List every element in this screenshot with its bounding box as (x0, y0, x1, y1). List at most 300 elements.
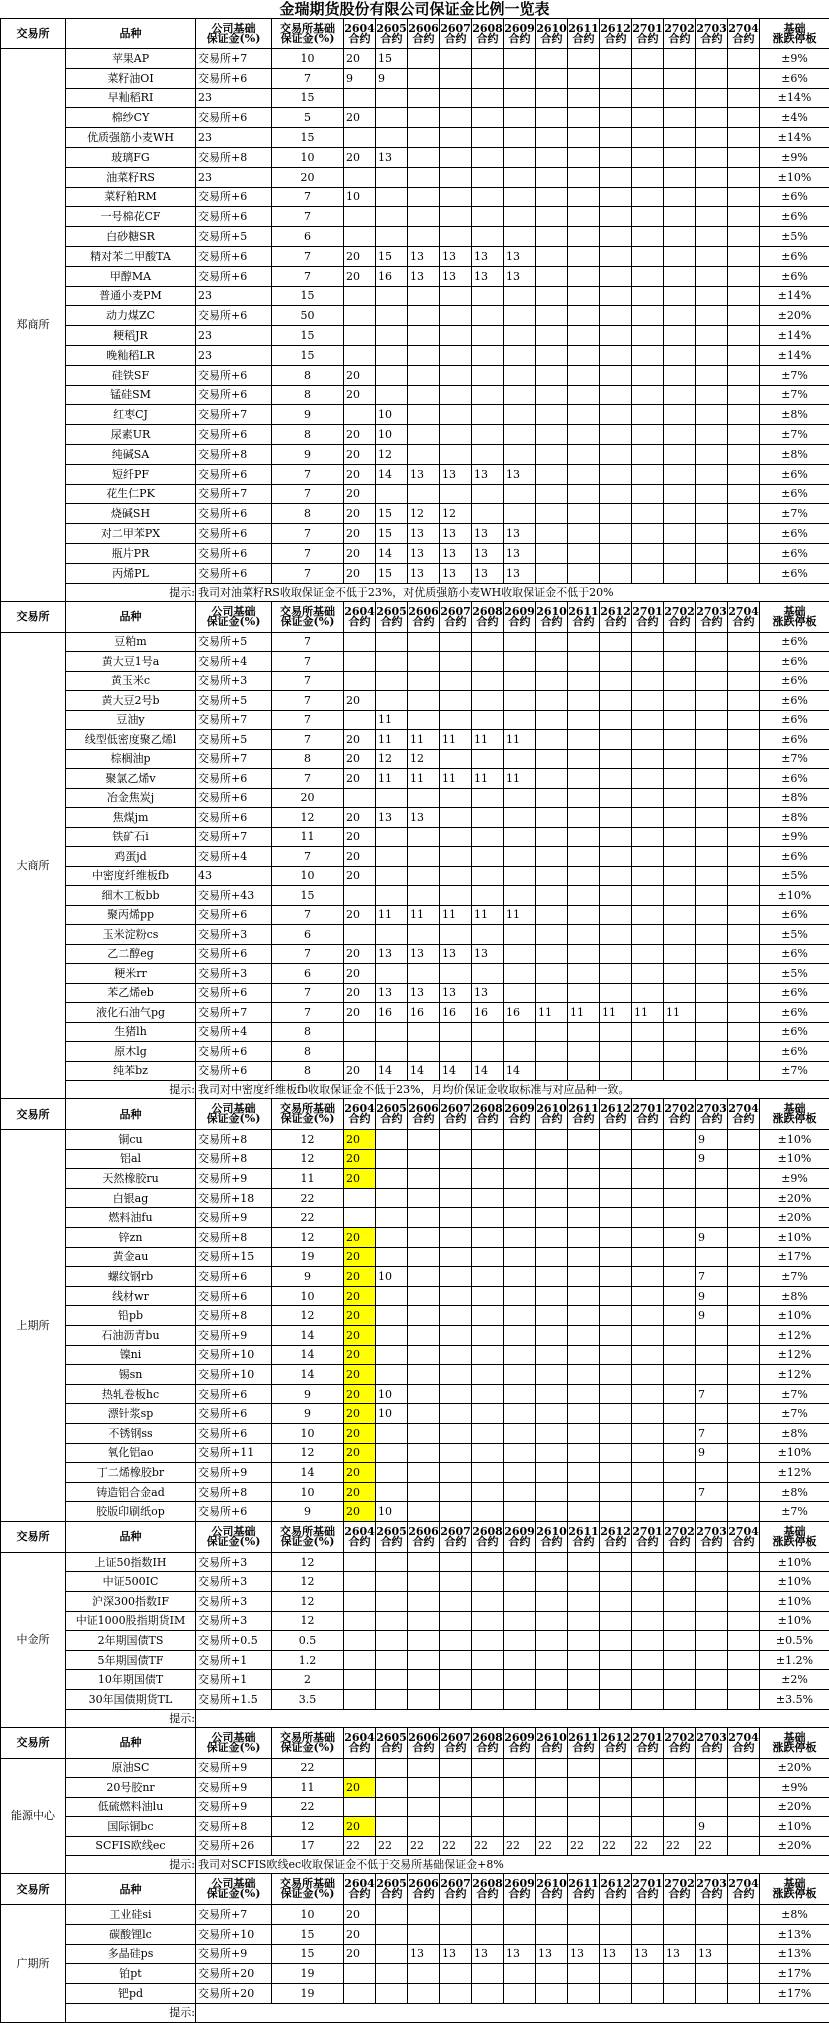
contract-value (728, 944, 760, 964)
header-contract-2612: 2612 合约 (600, 1727, 632, 1758)
header-contract-2606: 2606 合约 (408, 1727, 440, 1758)
contract-value (568, 543, 600, 563)
variety-name: 豆粕m (66, 632, 196, 652)
contract-value (696, 1247, 728, 1267)
contract-value (440, 1306, 472, 1326)
contract-value: 11 (440, 905, 472, 925)
contract-value (600, 1169, 632, 1189)
contract-value (376, 108, 408, 128)
contract-value (440, 1572, 472, 1592)
contract-value (728, 1797, 760, 1817)
contract-value: 13 (440, 944, 472, 964)
company-margin: 交易所+6 (196, 246, 272, 266)
contract-value (664, 1463, 696, 1483)
contract-value (728, 444, 760, 464)
table-row (1, 788, 829, 808)
contract-value (504, 827, 536, 847)
contract-value: 20 (344, 769, 376, 789)
contract-value (536, 1325, 568, 1345)
contract-value (344, 1022, 376, 1042)
exchange-margin: 15 (272, 326, 344, 346)
contract-value (728, 1817, 760, 1837)
contract-value (632, 944, 664, 964)
contract-value (408, 866, 440, 886)
page-title: 金瑞期货股份有限公司保证金比例一览表 (0, 0, 829, 18)
exchange-margin: 17 (272, 1836, 344, 1856)
variety-name: 棉纱CY (66, 108, 196, 128)
contract-value (664, 1149, 696, 1169)
contract-value (664, 1778, 696, 1798)
contract-value (408, 1149, 440, 1169)
contract-value: 20 (344, 1286, 376, 1306)
contract-value (600, 632, 632, 652)
contract-value (568, 207, 600, 227)
contract-value (504, 652, 536, 672)
contract-value (664, 983, 696, 1003)
contract-value (600, 671, 632, 691)
contract-value (472, 1463, 504, 1483)
contract-value (408, 1169, 440, 1189)
contract-value (376, 671, 408, 691)
contract-value (600, 425, 632, 445)
contract-value: 20 (344, 504, 376, 524)
contract-value: 13 (504, 524, 536, 544)
contract-value (472, 1482, 504, 1502)
contract-value (600, 983, 632, 1003)
contract-value (696, 1905, 728, 1925)
contract-value (472, 1502, 504, 1522)
variety-name: 菜籽油OI (66, 68, 196, 88)
contract-value (504, 108, 536, 128)
contract-value (696, 187, 728, 207)
contract-value (472, 1325, 504, 1345)
table-row (1, 444, 829, 464)
contract-value (568, 1169, 600, 1189)
contract-value: 13 (376, 147, 408, 167)
contract-value (696, 652, 728, 672)
header-contract-2703: 2703 合约 (696, 1099, 728, 1130)
contract-value (568, 652, 600, 672)
contract-value (568, 128, 600, 148)
contract-value (600, 847, 632, 867)
tip-row (1, 1081, 829, 1099)
contract-value: 11 (376, 769, 408, 789)
contract-value (440, 964, 472, 984)
header-contract-2605: 2605 合约 (376, 1521, 408, 1552)
header-company-margin: 公司基础 保证金(%) (196, 601, 272, 632)
contract-value (408, 1502, 440, 1522)
contract-value: 22 (696, 1836, 728, 1856)
contract-value (696, 1964, 728, 1984)
exchange-margin: 9 (272, 405, 344, 425)
variety-name: 聚丙烯pp (66, 905, 196, 925)
contract-value: 22 (440, 1836, 472, 1856)
contract-value: 13 (408, 246, 440, 266)
table-row (1, 1944, 829, 1964)
contract-value (696, 1188, 728, 1208)
contract-value (728, 1149, 760, 1169)
contract-value: 10 (376, 405, 408, 425)
exchange-margin: 15 (272, 886, 344, 906)
contract-value (728, 1482, 760, 1502)
contract-value (696, 1022, 728, 1042)
contract-value: 20 (344, 543, 376, 563)
variety-name: 铂pt (66, 1964, 196, 1984)
contract-value (600, 543, 632, 563)
contract-value (600, 1463, 632, 1483)
contract-value (472, 167, 504, 187)
contract-value (440, 671, 472, 691)
contract-value (408, 1611, 440, 1631)
contract-value: 7 (696, 1482, 728, 1502)
exchange-margin: 14 (272, 1463, 344, 1483)
contract-value (696, 1797, 728, 1817)
exchange-margin: 11 (272, 1169, 344, 1189)
contract-value (696, 246, 728, 266)
contract-value: 13 (504, 563, 536, 583)
header-contract-2610: 2610 合约 (536, 19, 568, 49)
contract-value (696, 68, 728, 88)
contract-value: 14 (376, 543, 408, 563)
contract-value (728, 306, 760, 326)
variety-name: 聚氯乙烯v (66, 769, 196, 789)
contract-value: 20 (344, 1003, 376, 1023)
contract-value (728, 1944, 760, 1964)
header-exchange: 交易所 (1, 1727, 66, 1758)
contract-value (408, 1365, 440, 1385)
contract-value: 13 (408, 944, 440, 964)
contract-value (536, 1670, 568, 1690)
company-margin: 交易所+8 (196, 1130, 272, 1150)
table-row (1, 187, 829, 207)
contract-value (472, 286, 504, 306)
contract-value (504, 484, 536, 504)
contract-value (376, 691, 408, 711)
table-row (1, 1384, 829, 1404)
contract-value: 16 (472, 1003, 504, 1023)
header-contract-2703: 2703 合约 (696, 601, 728, 632)
company-margin: 交易所+6 (196, 944, 272, 964)
price-limit: ±10% (760, 1552, 829, 1572)
company-margin: 交易所+1 (196, 1650, 272, 1670)
contract-value (536, 632, 568, 652)
variety-name: 铸造铝合金ad (66, 1482, 196, 1502)
contract-value (664, 1611, 696, 1631)
header-contract-2604: 2604 合约 (344, 1727, 376, 1758)
contract-value: 9 (376, 68, 408, 88)
header-contract-2604: 2604 合约 (344, 19, 376, 49)
table-row (1, 1404, 829, 1424)
table-row (1, 464, 829, 484)
contract-value (408, 1758, 440, 1778)
section-header-row (1, 1727, 829, 1758)
contract-value (568, 1042, 600, 1062)
contract-value (376, 886, 408, 906)
contract-value (664, 187, 696, 207)
contract-value (664, 1042, 696, 1062)
contract-value (440, 484, 472, 504)
contract-value (440, 632, 472, 652)
table-row (1, 944, 829, 964)
contract-value: 13 (472, 1944, 504, 1964)
exchange-margin: 22 (272, 1758, 344, 1778)
exchange-margin: 12 (272, 1306, 344, 1326)
contract-value (440, 847, 472, 867)
header-contract-2605: 2605 合约 (376, 19, 408, 49)
contract-value: 22 (664, 1836, 696, 1856)
contract-value (408, 365, 440, 385)
price-limit: ±6% (760, 563, 829, 583)
contract-value (408, 652, 440, 672)
price-limit: ±6% (760, 484, 829, 504)
contract-value (632, 1404, 664, 1424)
header-contract-2702: 2702 合约 (664, 19, 696, 49)
table-row (1, 1022, 829, 1042)
contract-value (472, 691, 504, 711)
tip-text: 我司对SCFIS欧线ec收取保证金不低于交易所基础保证金+8% (196, 1856, 829, 1874)
contract-value (632, 1306, 664, 1326)
contract-value (376, 1983, 408, 2003)
contract-value (504, 808, 536, 828)
contract-value (728, 1208, 760, 1228)
tip-label: 提示: (66, 583, 196, 601)
contract-value (632, 266, 664, 286)
contract-value (504, 1306, 536, 1326)
contract-value (408, 1130, 440, 1150)
contract-value (696, 944, 728, 964)
contract-value: 13 (632, 1944, 664, 1964)
contract-value (376, 484, 408, 504)
contract-value: 20 (344, 1169, 376, 1189)
contract-value (632, 1502, 664, 1522)
table-row (1, 425, 829, 445)
variety-name: 线材wr (66, 1286, 196, 1306)
contract-value (568, 769, 600, 789)
contract-value (504, 207, 536, 227)
exchange-margin: 14 (272, 1365, 344, 1385)
contract-value (664, 964, 696, 984)
contract-value (632, 1572, 664, 1592)
contract-value (664, 886, 696, 906)
contract-value (504, 1502, 536, 1522)
company-margin: 23 (196, 128, 272, 148)
contract-value (600, 88, 632, 108)
contract-value: 16 (504, 1003, 536, 1023)
contract-value (472, 444, 504, 464)
contract-value (728, 1964, 760, 1984)
contract-value (632, 167, 664, 187)
contract-value (664, 847, 696, 867)
price-limit: ±8% (760, 1905, 829, 1925)
contract-value (600, 1423, 632, 1443)
contract-value (728, 227, 760, 247)
contract-value (728, 286, 760, 306)
contract-value (504, 1423, 536, 1443)
price-limit: ±14% (760, 326, 829, 346)
table-row (1, 1482, 829, 1502)
contract-value (728, 964, 760, 984)
table-row (1, 1365, 829, 1385)
contract-value (664, 1482, 696, 1502)
contract-value (472, 886, 504, 906)
contract-value (696, 1631, 728, 1651)
contract-value (728, 1267, 760, 1287)
exchange-margin: 7 (272, 983, 344, 1003)
header-contract-2704: 2704 合约 (728, 1521, 760, 1552)
variety-name: 30年国债期货TL (66, 1690, 196, 1710)
contract-value (536, 1227, 568, 1247)
company-margin: 交易所+6 (196, 1267, 272, 1287)
table-row (1, 207, 829, 227)
contract-value: 20 (344, 1247, 376, 1267)
contract-value (344, 1650, 376, 1670)
price-limit: ±6% (760, 207, 829, 227)
table-row (1, 1983, 829, 2003)
company-margin: 23 (196, 88, 272, 108)
price-limit: ±6% (760, 246, 829, 266)
contract-value (664, 808, 696, 828)
contract-value: 22 (408, 1836, 440, 1856)
company-margin: 交易所+6 (196, 1061, 272, 1081)
price-limit: ±12% (760, 1345, 829, 1365)
contract-value (664, 1631, 696, 1651)
contract-value: 13 (440, 563, 472, 583)
tip-label: 提示: (66, 1709, 196, 1727)
contract-value (568, 108, 600, 128)
contract-value (472, 1188, 504, 1208)
contract-value (664, 827, 696, 847)
contract-value (568, 246, 600, 266)
company-margin: 交易所+6 (196, 504, 272, 524)
contract-value (600, 563, 632, 583)
company-margin: 交易所+20 (196, 1964, 272, 1984)
header-contract-2606: 2606 合约 (408, 601, 440, 632)
contract-value (728, 345, 760, 365)
contract-value (600, 1404, 632, 1424)
price-limit: ±9% (760, 1169, 829, 1189)
contract-value (408, 1482, 440, 1502)
exchange-margin: 10 (272, 1423, 344, 1443)
header-contract-2702: 2702 合约 (664, 1874, 696, 1905)
contract-value: 13 (440, 543, 472, 563)
contract-value (664, 543, 696, 563)
contract-value (344, 405, 376, 425)
table-row (1, 1443, 829, 1463)
contract-value (632, 1611, 664, 1631)
table-row (1, 128, 829, 148)
contract-value (408, 710, 440, 730)
contract-value (536, 1169, 568, 1189)
contract-value (696, 983, 728, 1003)
header-company-margin: 公司基础 保证金(%) (196, 19, 272, 49)
header-contract-2605: 2605 合约 (376, 601, 408, 632)
contract-value (600, 1572, 632, 1592)
contract-value (440, 1267, 472, 1287)
contract-value (472, 68, 504, 88)
header-contract-2612: 2612 合约 (600, 1521, 632, 1552)
exchange-margin: 9 (272, 1384, 344, 1404)
contract-value (376, 1817, 408, 1837)
contract-value (504, 68, 536, 88)
contract-value (472, 1552, 504, 1572)
contract-value (632, 1592, 664, 1612)
header-contract-2611: 2611 合约 (568, 1521, 600, 1552)
table-row (1, 1964, 829, 1984)
contract-value (408, 1778, 440, 1798)
contract-value: 13 (376, 944, 408, 964)
contract-value: 11 (600, 1003, 632, 1023)
contract-value (504, 1169, 536, 1189)
contract-value (568, 1365, 600, 1385)
contract-value (472, 1365, 504, 1385)
contract-value: 9 (696, 1227, 728, 1247)
variety-name: 锌zn (66, 1227, 196, 1247)
table-row (1, 1778, 829, 1798)
contract-value (728, 88, 760, 108)
contract-value (632, 207, 664, 227)
table-row (1, 1690, 829, 1710)
contract-value (728, 405, 760, 425)
contract-value (376, 1042, 408, 1062)
exchange-margin: 7 (272, 524, 344, 544)
contract-value (376, 207, 408, 227)
contract-value (600, 108, 632, 128)
header-contract-2704: 2704 合约 (728, 1727, 760, 1758)
contract-value (568, 147, 600, 167)
company-margin: 交易所+6 (196, 769, 272, 789)
contract-value (536, 944, 568, 964)
header-price-limit: 基础 涨跌停板 (760, 1727, 829, 1758)
contract-value (728, 1247, 760, 1267)
contract-value (696, 444, 728, 464)
contract-value: 12 (408, 504, 440, 524)
price-limit: ±3.5% (760, 1690, 829, 1710)
header-variety: 品种 (66, 601, 196, 632)
price-limit: ±7% (760, 385, 829, 405)
contract-value: 20 (344, 1404, 376, 1424)
contract-value (376, 167, 408, 187)
contract-value: 20 (344, 1267, 376, 1287)
contract-value (504, 886, 536, 906)
contract-value (696, 167, 728, 187)
contract-value: 20 (344, 147, 376, 167)
contract-value (536, 1188, 568, 1208)
contract-value (696, 1325, 728, 1345)
header-contract-2607: 2607 合约 (440, 1727, 472, 1758)
exchange-margin: 12 (272, 1611, 344, 1631)
contract-value (344, 710, 376, 730)
price-limit: ±6% (760, 905, 829, 925)
contract-value (440, 1149, 472, 1169)
company-margin: 交易所+18 (196, 1188, 272, 1208)
company-margin: 交易所+8 (196, 1227, 272, 1247)
header-contract-2612: 2612 合约 (600, 1874, 632, 1905)
contract-value (568, 632, 600, 652)
contract-value (600, 444, 632, 464)
contract-value (728, 147, 760, 167)
table-row (1, 147, 829, 167)
contract-value (568, 1022, 600, 1042)
contract-value (536, 464, 568, 484)
contract-value (376, 385, 408, 405)
contract-value (440, 1797, 472, 1817)
contract-value (600, 504, 632, 524)
contract-value (632, 671, 664, 691)
variety-name: 不锈钢ss (66, 1423, 196, 1443)
table-row (1, 227, 829, 247)
contract-value (440, 207, 472, 227)
contract-value (728, 652, 760, 672)
